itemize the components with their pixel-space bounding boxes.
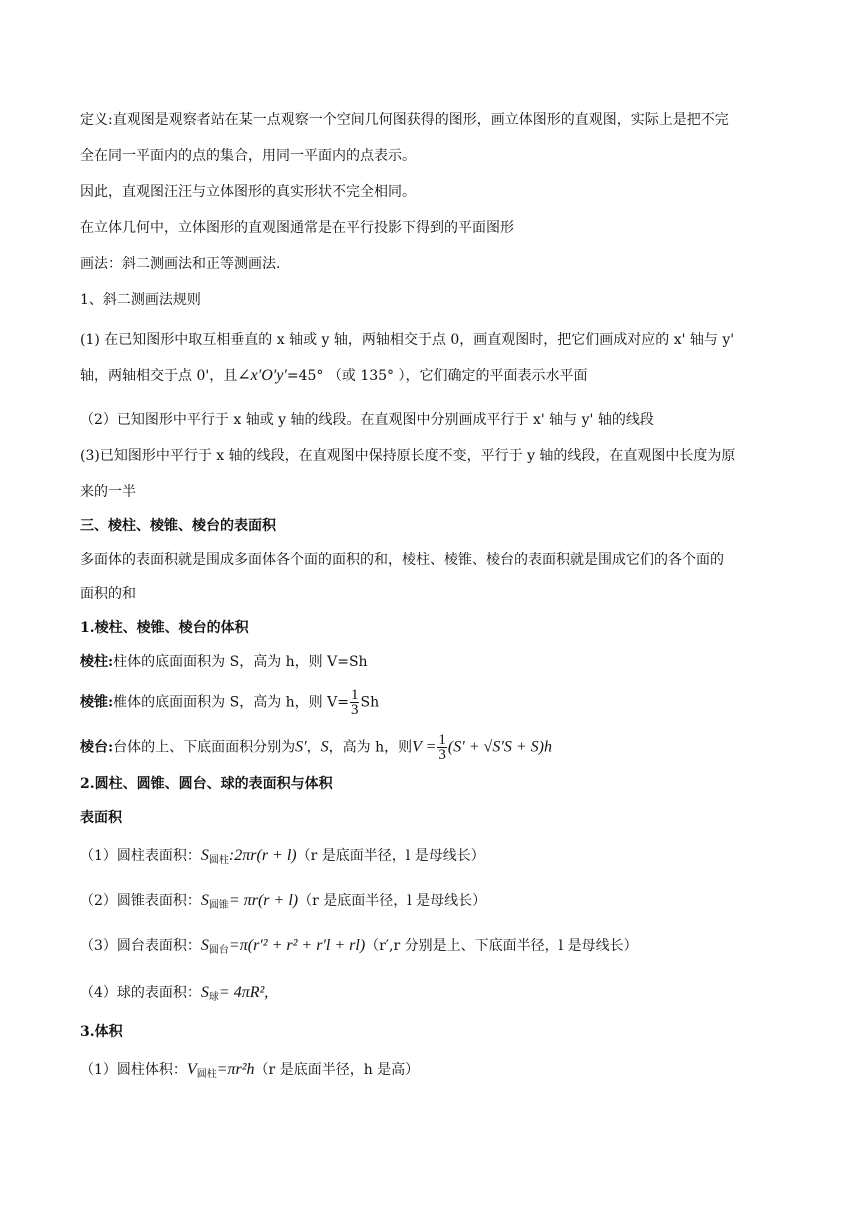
frustum-volume: 棱台:台体的上、下底面面积分别为S′，S，高为 h，则V = $\frac{1}{3}$ (S′ + √S′S + S)h xyxy=(80,732,552,763)
rule-heading: 1、斜二测画法规则 xyxy=(80,292,201,308)
fraction: $\frac{1}{3}$ xyxy=(438,732,446,763)
rule-1-line-2: 轴，两轴相交于点 0'，且∠x′O′y′=45° （或 135° ），它们确定的平面表示水平面 xyxy=(80,367,588,384)
cylinder-volume: （1）圆柱体积：$V_{圆柱}=\pi r^2h(r$ 是底面半径，h 是高） xyxy=(80,1061,420,1080)
fraction: $\frac{1}{3}$ xyxy=(350,687,359,718)
surface-area-line-1: 多面体的表面积就是围成多面体各个面的面积的和，棱柱、棱锥、棱台的表面积就是围成它们的各个面的 xyxy=(80,552,724,568)
paragraph: 画法：斜二测画法和正等测画法. xyxy=(80,256,281,272)
rule-3-line-2: 来的一半 xyxy=(80,484,136,500)
subsection-heading: 表面积 xyxy=(80,810,122,826)
subsection-heading: 3.体积 xyxy=(80,1024,123,1040)
definition-line-2: 全在同一平面内的点的集合，用同一平面内的点表示。 xyxy=(80,148,416,164)
surface-area-line-2: 面积的和 xyxy=(80,586,136,602)
rule-3-line-1: (3)已知图形中平行于 x 轴的线段，在直观图中保持原长度不变，平行于 y 轴的线段，在直观图中长度为原 xyxy=(80,448,736,464)
rule-2: （2）已知图形中平行于 x 轴或 y 轴的线段。在直观图中分别画成平行于 x' 轴与 y' 轴的线段 xyxy=(80,412,654,428)
subsection-heading: 2.圆柱、圆锥、圆台、球的表面积与体积 xyxy=(80,776,333,792)
frustum-surface-area: （3）圆台表面积：$S_{圆台}=\pi(r'^2 + r^2 + r'l + rl)(r',r$ 分别是上、下底面半径，l 是母线长） xyxy=(80,937,638,956)
paragraph: 在立体几何中，立体图形的直观图通常是在平行投影下得到的平面图形 xyxy=(80,220,514,236)
subsection-heading: 1.棱柱、棱锥、棱台的体积 xyxy=(80,620,249,636)
prism-volume: 棱柱:柱体的底面面积为 S，高为 h，则 V=Sh xyxy=(80,654,368,670)
cylinder-surface-area: （1）圆柱表面积：$S_{圆柱}:2\pi r(r + l)(r$ 是底面半径，l 是母线长） xyxy=(80,847,485,866)
pyramid-volume: 棱锥:椎体的底面面积为 S，高为 h，则 V= $\frac{1}{3}$ Sh xyxy=(80,687,380,718)
definition-line-1: 定义:直观图是观察者站在某一点观察一个空间几何图获得的图形，画立体图形的直观图，实际上是把不完 xyxy=(80,112,729,128)
cone-surface-area: （2）圆锥表面积：$S_{圆锥}= \pi r(r + l)(r$ 是底面半径，l 是母线长） xyxy=(80,892,487,911)
paragraph: 因此，直观图汪汪与立体图形的真实形状不完全相同。 xyxy=(80,184,416,200)
section-heading: 三、棱柱、棱锥、棱台的表面积 xyxy=(80,518,276,534)
rule-1-line-1: (1) 在已知图形中取互相垂直的 x 轴或 y 轴，两轴相交于点 0，画直观图时，把它们画成对应的 x' 轴与 y' xyxy=(80,332,735,348)
sphere-surface-area: （4）球的表面积：$S_球= 4\pi R^2$, xyxy=(80,984,269,1003)
